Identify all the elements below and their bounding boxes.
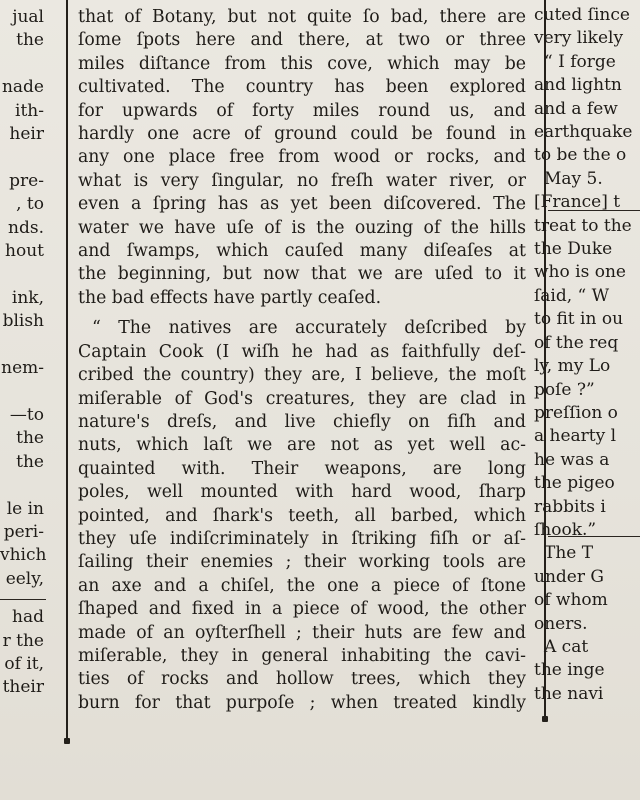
article-line: any one place free from wood or rocks, and <box>78 147 526 168</box>
left-column-line: blish <box>2 311 44 332</box>
left-column-line <box>0 53 46 76</box>
left-column-line: ink, <box>11 287 44 308</box>
left-column-line: jual <box>12 7 44 27</box>
left-column-line <box>0 474 46 497</box>
left-column-line: nade <box>1 77 44 98</box>
article-line: “ The natives are accurately deſcribed by <box>92 318 526 339</box>
left-column-line: pre- <box>9 170 44 191</box>
left-column-line: heir <box>9 124 44 145</box>
article-line: the beginning, but now that we are uſed to it <box>78 264 526 285</box>
left-column-line: ith- <box>15 100 44 121</box>
right-column-line: the navi <box>534 683 604 704</box>
article-line: made of an oyſterſhell ; their huts are few and <box>78 622 526 643</box>
left-column-line <box>0 334 46 357</box>
left-column-line: , to <box>16 194 44 215</box>
article-paragraph-1 <box>78 6 526 310</box>
article-line: that of Botany, but not quite ſo bad, there are <box>78 7 526 27</box>
left-column-line: eely, <box>5 568 44 589</box>
right-column-line: oners. <box>534 613 588 634</box>
right-column-line: rabbits i <box>534 496 606 517</box>
right-column-line: under G <box>534 566 604 587</box>
right-column-line: ly, my Lo <box>534 356 611 377</box>
main-article-column <box>78 6 526 715</box>
right-column-line: and lightn <box>534 75 622 96</box>
article-line: what is very ſingular, no freſh water river, or <box>78 170 526 191</box>
column-divider-left <box>66 0 68 740</box>
right-column-fragment <box>534 4 640 706</box>
article-line: cultivated. The country has been explored <box>78 77 526 98</box>
article-line: ſome ſpots here and there, at two or three <box>78 30 526 51</box>
article-line: poles, well mounted with hard wood, ſharp <box>78 482 526 503</box>
right-column-line: to fit in ou <box>534 309 624 330</box>
article-line: miles diſtance from this cove, which may be <box>78 53 526 74</box>
article-line: nuts, which laſt we are not as yet well ac- <box>78 435 526 456</box>
article-line: ſhaped and fixed in a piece of wood, the other <box>78 599 526 620</box>
right-column-line: “ I forge <box>544 51 616 72</box>
right-column-line: treat to the <box>534 215 632 236</box>
right-column-line: the Duke <box>534 239 613 260</box>
left-column-line: peri- <box>3 521 44 542</box>
right-column-line: and a few <box>534 98 618 119</box>
right-column-line: to be the o <box>534 145 627 166</box>
left-column-line: the <box>16 428 44 449</box>
left-column-line: nem- <box>1 358 44 379</box>
article-line: burn for that purpoſe ; when treated kindly <box>78 692 526 713</box>
left-column-rule <box>0 599 46 600</box>
article-line: water we have uſe of is the ouzing of the hills <box>78 217 526 238</box>
article-line: ties of rocks and hollow trees, which they <box>78 669 526 690</box>
right-column-line: a hearty l <box>534 426 617 447</box>
left-column-line: vhich <box>0 545 46 566</box>
left-column-line: the <box>16 451 44 472</box>
article-line: hardly one acre of ground could be found in <box>78 124 526 145</box>
article-line: for upwards of forty miles round us, and <box>78 100 526 121</box>
right-column-line: May 5. <box>544 168 603 189</box>
article-line: miſerable, they in general inhabiting the cavi- <box>78 645 526 666</box>
article-line: they uſe indiſcriminately in ſtriking fiſh or aſ- <box>78 528 526 549</box>
article-line: ſailing their enemies ; their working tools are <box>78 552 526 573</box>
article-line: and ſwamps, which cauſed many diſeaſes at <box>78 241 526 262</box>
right-column-line: ſhook.” <box>534 519 597 540</box>
left-column-line: had <box>12 607 44 628</box>
article-line: quainted with. Their weapons, are long <box>78 458 526 479</box>
article-paragraph-2 <box>78 317 526 715</box>
right-column-line: earthquake <box>534 122 633 143</box>
right-column-line: the inge <box>534 660 605 681</box>
article-line: cribed the country) they are, I believe, the moſt <box>78 365 526 386</box>
left-column-line: their <box>2 677 44 698</box>
left-column-line <box>0 381 46 404</box>
article-line: even a ſpring has as yet been diſcovered. The <box>78 194 526 215</box>
article-line: pointed, and ſhark's teeth, all barbed, which <box>78 505 526 526</box>
right-column-line: poſe ?” <box>534 379 595 400</box>
right-column-line: The T <box>544 543 594 564</box>
right-column-line: of whom <box>534 590 608 611</box>
article-line: the bad effects have partly ceaſed. <box>78 287 382 308</box>
right-column-line: A cat <box>544 636 589 657</box>
right-column-line: ſaid, “ W <box>534 285 610 306</box>
left-column-line <box>0 263 46 286</box>
left-column-line: of it, <box>4 653 44 674</box>
right-column-line: the pigeo <box>534 473 615 494</box>
right-column-line: who is one <box>534 262 626 283</box>
left-column-line: le in <box>6 498 44 519</box>
right-column-line: cuted ſince <box>534 5 630 25</box>
left-column-line: r the <box>2 630 44 651</box>
left-column-line: hout <box>5 241 44 262</box>
article-line: nature's dreſs, and live chiefly on fiſh and <box>78 411 526 432</box>
article-line: an axe and a chiſel, the one a piece of ſtone <box>78 575 526 596</box>
article-line: Captain Cook (I wiſh he had as faithfully deſ- <box>78 341 526 362</box>
right-column-line: of the req <box>534 332 619 353</box>
left-column-line: the <box>16 30 44 51</box>
left-column-line: —to <box>9 404 44 425</box>
right-column-line: preſſion o <box>534 402 618 423</box>
article-line: miſerable of God's creatures, they are clad in <box>78 388 526 409</box>
right-column-line: [France] t <box>534 192 621 213</box>
right-column-line: he was a <box>534 449 610 470</box>
left-column-fragment <box>0 6 46 700</box>
left-column-line: nds. <box>8 217 44 238</box>
left-column-line <box>0 146 46 169</box>
right-column-line: very likely <box>534 28 624 49</box>
